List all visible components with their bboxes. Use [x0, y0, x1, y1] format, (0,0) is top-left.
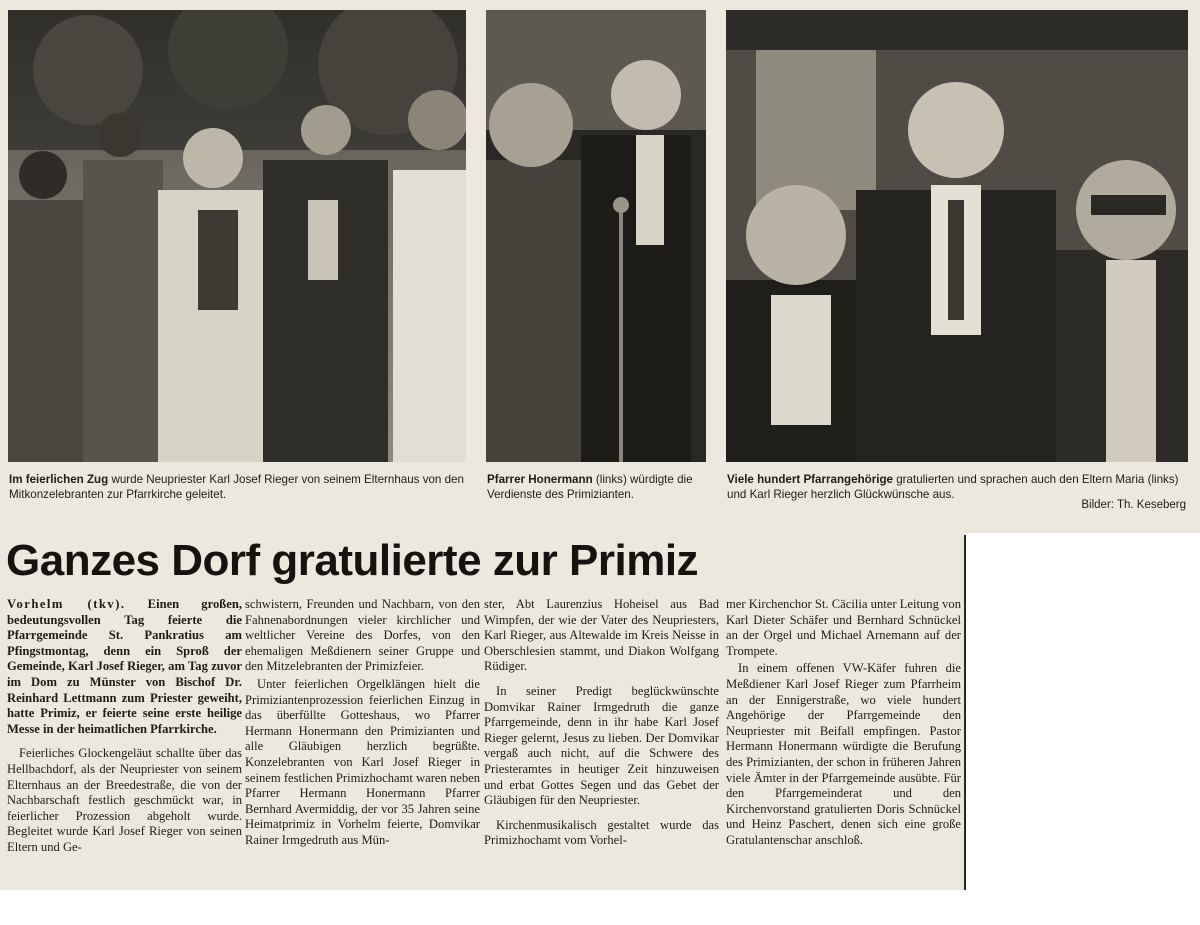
article-paragraph: Unter feierlichen Orgelklängen hielt die Primiziantenprozession feierlichen Einzug in das überfüllte Gotteshaus, wo Pfarrer Hermann Honermann den Primizianten und alle Gläubigen herzlich begrüßte. Konzelebranten von Karl Josef Rieger in seinem festlichen Primizhochamt waren neben Pfarrer Hermann Honermann Pfarrer Bernhard Avermiddig, der vor 35 Jahren seine Heimatprimiz in Vorhelm feierte, Domvikar Rainer Irmgedruth aus Mün- [245, 676, 481, 847]
caption-congratulations [727, 472, 1187, 502]
photo-procession [8, 10, 466, 462]
clipping-edge [964, 535, 966, 890]
article-paragraph: schwistern, Freunden und Nachbarn, von den Fahnenabordnungen vieler kirchlicher und weltlicher Vereine des Dorfes, von den ehemaligen Meßdienern seiner Gruppe und den Mitzelebranten der Primizfeier. [245, 597, 480, 674]
article-paragraph: mer Kirchenchor St. Cäcilia unter Leitung von Karl Dieter Schäfer und Bernhard Schnückel an der Orgel und Michael Arnemann auf der Trompete. [726, 597, 961, 658]
article-paragraph: ster, Abt Laurenzius Hoheisel aus Bad Wimpfen, der wie der Vater des Neupriesters, Karl Rieger, aus Altewalde im Kreis Neisse in Oberschlesien stammt, und Diakon Wolfgang Rüdiger. [484, 597, 719, 674]
caption-speaker-text: (links) würdigte die Verdienste des Primizianten. [487, 473, 693, 501]
caption-congratulations-lead: Viele hundert Pfarrangehörige [727, 473, 894, 486]
article-paragraph: Feierliches Glockengeläut schallte über das Hellbachdorf, als der Neupriester von seinem Elternhaus an der Breedestraße, die von der Nachbarschaft festlich geschmückt war, in feierlicher Prozession abgeholt wurde. Begleitet wurde Karl Josef Rieger von seinen Eltern und Ge- [7, 746, 242, 854]
caption-procession-lead: Im feierlichen Zug [9, 473, 109, 486]
article-paragraph: Kirchenmusikalisch gestaltet wurde das Primizhochamt vom Vorhel- [484, 817, 719, 848]
article-headline: Ganzes Dorf gratulierte zur Primiz [6, 536, 699, 585]
caption-congratulations-text: gratulierten und sprachen auch den Eltern Maria (links) und Karl Rieger herzlich Glückwünsche aus. [727, 473, 1179, 501]
photo-congratulations [726, 10, 1188, 462]
article-lead-paragraph [7, 597, 242, 737]
photo-speaker [486, 10, 706, 462]
photo-credit: Bilder: Th. Keseberg [1081, 499, 1186, 511]
article-dateline: Vorhelm (tkv). [7, 597, 126, 611]
caption-procession-text: wurde Neupriester Karl Josef Rieger von seinem Elternhaus von den Mitkonzelebranten zur Pfarrkirche geleitet. [9, 473, 464, 501]
article-column-4 [726, 597, 961, 849]
article-paragraph: In einem offenen VW-Käfer fuhren die Meßdiener Karl Josef Rieger zum Pfarrheim an der Ennigerstraße, wo viele hundert Angehörige der Pfarrgemeinde den Neupriester mit Beifall empfingen. Pastor Hermann Honermann würdigte die Berufung des Primizianten, der schon in früheren Jahren viele Ämter in der Pfarrgemeinde ausübte. Für den Pfarrgemeinderat und den Kirchenvorstand gratulierten Doris Schnückel und Heinz Paschert, denen sich eine große Gratulantenschar anschloß. [726, 661, 961, 847]
caption-speaker [487, 472, 713, 502]
article-lead-text: Einen großen, bedeutungsvollen Tag feierte die Pfarrgemeinde St. Pankratius am Pfingstmontag, denn ein Sproß der Gemeinde, Karl Josef Rieger, am Tag zuvor im Dom zu Münster von Bischof Dr. Reinhard Lettmann zum Priester geweiht, hatte Primiz, er feierte seine erste heilige Messe in der heimatlichen Pfarrkirche. [7, 597, 242, 736]
caption-procession [9, 472, 469, 502]
article-column-1 [7, 597, 242, 856]
caption-speaker-lead: Pfarrer Honermann [487, 473, 593, 486]
article-column-2 [245, 597, 480, 849]
article-paragraph: In seiner Predigt beglückwünschte Domvikar Rainer Irmgedruth die ganze Pfarrgemeinde, denn in ihr habe Karl Josef Rieger gelernt, Jesus zu lieben. Der Domvikar vergaß auch nicht, auf die Schwere des Priesteramtes in heutiger Zeit hinzuweisen und erbat Gottes Segen und das Gebet der Gläubigen für den Neupriester. [484, 683, 719, 808]
article-column-3 [484, 597, 719, 849]
